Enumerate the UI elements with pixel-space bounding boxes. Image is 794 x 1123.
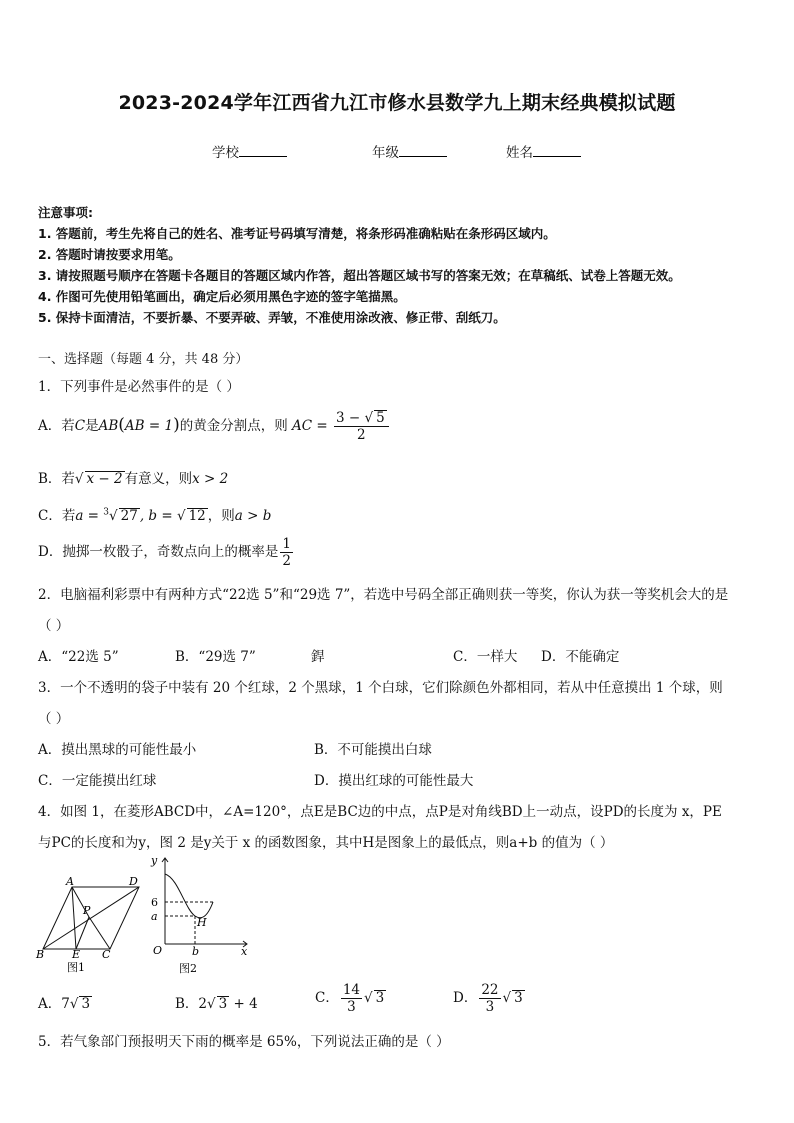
figure-2-graph	[143, 854, 253, 978]
label-P: P	[83, 904, 91, 917]
q1-a-cond: AB = 1	[124, 418, 174, 434]
q1-a-seg: AB	[98, 418, 119, 434]
tick-a: a	[151, 910, 158, 923]
grade-field[interactable]	[372, 141, 447, 161]
question-3-paren: （ ）	[38, 711, 70, 727]
notice-item: 3. 请按照题号顺序在答题卡各题目的答题区域内作答，超出答题区域书写的答案无效；在草稿纸、试卷上答题无效。	[38, 268, 681, 283]
q4-b-label: B．2	[175, 996, 208, 1012]
q1-a-point: C	[74, 418, 86, 434]
q1-a-den: 2	[357, 427, 366, 443]
q1-c-a: a =	[75, 508, 99, 524]
figure-1-caption: 图1	[67, 961, 85, 974]
axis-y-label: y	[151, 854, 158, 867]
q4-d-den: 3	[485, 999, 495, 1015]
q2-option-c[interactable]: C．一样大	[453, 649, 518, 665]
question-4-line1: 4．如图 1，在菱形ABCD中，∠A=120°，点E是BC边的中点，点P是对角线BD上一动点，设PD的长度为 x，PE	[38, 804, 722, 820]
q1-c-cond: a > b	[234, 508, 272, 524]
q4-c-num: 14	[342, 982, 361, 998]
name-label: 姓名	[506, 145, 533, 161]
q3-option-b[interactable]: B．不可能摸出白球	[314, 742, 432, 758]
q1-b-cond: x > 2	[192, 471, 229, 487]
question-2-paren: （ ）	[38, 618, 70, 634]
label-A: A	[66, 875, 74, 888]
q1-a-prefix: A．若	[38, 418, 75, 434]
tick-six: 6	[151, 896, 158, 909]
q1-option-a[interactable]: A．若C是AB(AB = 1)的黄金分割点，则 AC = $\frac{3 - √ 5}{2}$	[38, 410, 391, 443]
q4-d-num: 22	[481, 982, 499, 998]
q1-d-fraction	[280, 536, 293, 569]
label-D: D	[129, 875, 138, 888]
q1-b-rad: x − 2	[86, 471, 123, 487]
q4-c-label: C．	[315, 990, 339, 1006]
q4-c-fraction	[341, 982, 362, 1015]
q2-option-b-extra: 銲	[311, 649, 325, 665]
grade-blank[interactable]	[399, 144, 447, 157]
q3-option-a[interactable]: A．摸出黑球的可能性最小	[38, 742, 197, 758]
notice-item: 4. 作图可先使用铅笔画出，确定后必须用黑色字迹的签字笔描黑。	[38, 289, 406, 304]
question-1-stem: 1．下列事件是必然事件的是（ ）	[38, 379, 240, 395]
tick-b: b	[192, 945, 200, 958]
q2-option-d[interactable]: D．不能确定	[541, 649, 620, 665]
label-B: B	[36, 948, 45, 961]
q1-c-mid: ，则	[207, 508, 235, 524]
q1-a-post: 的黄金分割点，则	[179, 418, 288, 434]
question-2-stem: 2．电脑福利彩票中有两种方式“22选 5”和“29选 7”，若选中号码全部正确则获一等奖，你认为获一等奖机会大的是	[38, 587, 729, 603]
q1-c-b: , b =	[139, 508, 173, 524]
q4-option-b[interactable]: B．2√ 3 + 4	[175, 996, 258, 1012]
label-H: H	[197, 916, 207, 929]
q1-option-c[interactable]: C．若a = $^3$√ 27 , b = √ 12 ，则a > b	[38, 507, 272, 524]
q1-c-prefix: C．若	[38, 508, 76, 524]
figure-2-caption: 图2	[179, 962, 197, 975]
question-4-line2: 与PC的长度和为y，图 2 是y关于 x 的函数图象，其中H是图象上的最低点，则a+b 的值为（ ）	[38, 835, 614, 851]
q4-d-label: D．	[453, 990, 478, 1006]
q4-option-a[interactable]: A．7√ 3	[38, 996, 91, 1012]
notice-item: 2. 答题时请按要求用笔。	[38, 247, 181, 262]
q4-b-tail: + 4	[233, 996, 258, 1012]
q4-a-rad: 3	[81, 996, 91, 1012]
q4-b-rad: 3	[218, 996, 228, 1012]
q2-option-b[interactable]: B．“29选 7”	[175, 649, 256, 665]
q4-d-fraction	[479, 982, 500, 1015]
notice-heading: 注意事项:	[38, 205, 93, 220]
q1-option-b[interactable]: B．若√ x − 2 有意义，则x > 2	[38, 471, 229, 487]
question-5-stem: 5．若气象部门预报明天下雨的概率是 65%，下列说法正确的是（ ）	[38, 1034, 450, 1050]
q3-option-d[interactable]: D．摸出红球的可能性最大	[314, 773, 474, 789]
q1-a-fraction: $\frac{3 - √ 5}{2}$	[334, 410, 389, 443]
q4-c-rad: 3	[375, 990, 385, 1006]
axis-x-label: x	[241, 945, 248, 958]
q2-option-a[interactable]: A．“22选 5”	[38, 649, 119, 665]
school-label: 学校	[212, 145, 239, 161]
q1-option-d[interactable]	[38, 536, 295, 569]
label-C: C	[102, 948, 111, 961]
q1-c-rad1: 27	[120, 508, 138, 524]
q4-d-rad: 3	[514, 990, 523, 1006]
q1-a-mid: 是	[85, 418, 99, 434]
name-blank[interactable]	[533, 144, 581, 157]
section-heading: 一、选择题（每题 4 分，共 48 分）	[38, 352, 249, 367]
q4-option-c[interactable]: C． $\frac{14}{3}$ √ 3	[315, 982, 385, 1015]
q1-c-rad2: 12	[188, 508, 206, 524]
q3-option-c[interactable]: C．一定能摸出红球	[38, 773, 157, 789]
school-blank[interactable]	[239, 144, 287, 157]
notice-item: 5. 保持卡面清洁，不要折暴、不要弄破、弄皱，不准使用涂改液、修正带、刮纸刀。	[38, 310, 506, 325]
label-E: E	[72, 948, 81, 961]
figure-1-rhombus	[34, 872, 146, 976]
q4-c-den: 3	[347, 999, 356, 1015]
q4-a-label: A．7	[38, 996, 70, 1012]
notice-item: 1. 答题前，考生先将自己的姓名、准考证号码填写清楚，将条形码准确粘贴在条形码区域内。	[38, 226, 556, 241]
q1-d-num: 1	[282, 536, 291, 552]
page-title: 2023-2024学年江西省九江市修水县数学九上期末经典模拟试题	[118, 92, 676, 114]
q1-b-mid: 有意义，则	[124, 471, 193, 487]
name-field[interactable]	[506, 141, 581, 161]
question-3-stem: 3．一个不透明的袋子中装有 20 个红球，2 个黑球，1 个白球，它们除颜色外都相同，若从中任意摸出 1 个球，则	[38, 680, 723, 696]
q1-c-index: 3	[103, 507, 110, 518]
q1-d-prefix: D．抛掷一枚骰子，奇数点向上的概率是	[38, 544, 279, 560]
q1-d-den: 2	[282, 553, 291, 569]
origin-label: O	[153, 944, 163, 957]
q1-a-num: 3 −	[335, 410, 361, 426]
school-field[interactable]	[212, 141, 287, 161]
grade-label: 年级	[372, 145, 399, 161]
q1-a-rad: 5	[376, 410, 385, 426]
q1-a-ac: AC =	[292, 418, 328, 434]
q1-b-prefix: B．若	[38, 471, 75, 487]
q4-option-d[interactable]: D． $\frac{22}{3}$ √ 3	[453, 982, 523, 1015]
